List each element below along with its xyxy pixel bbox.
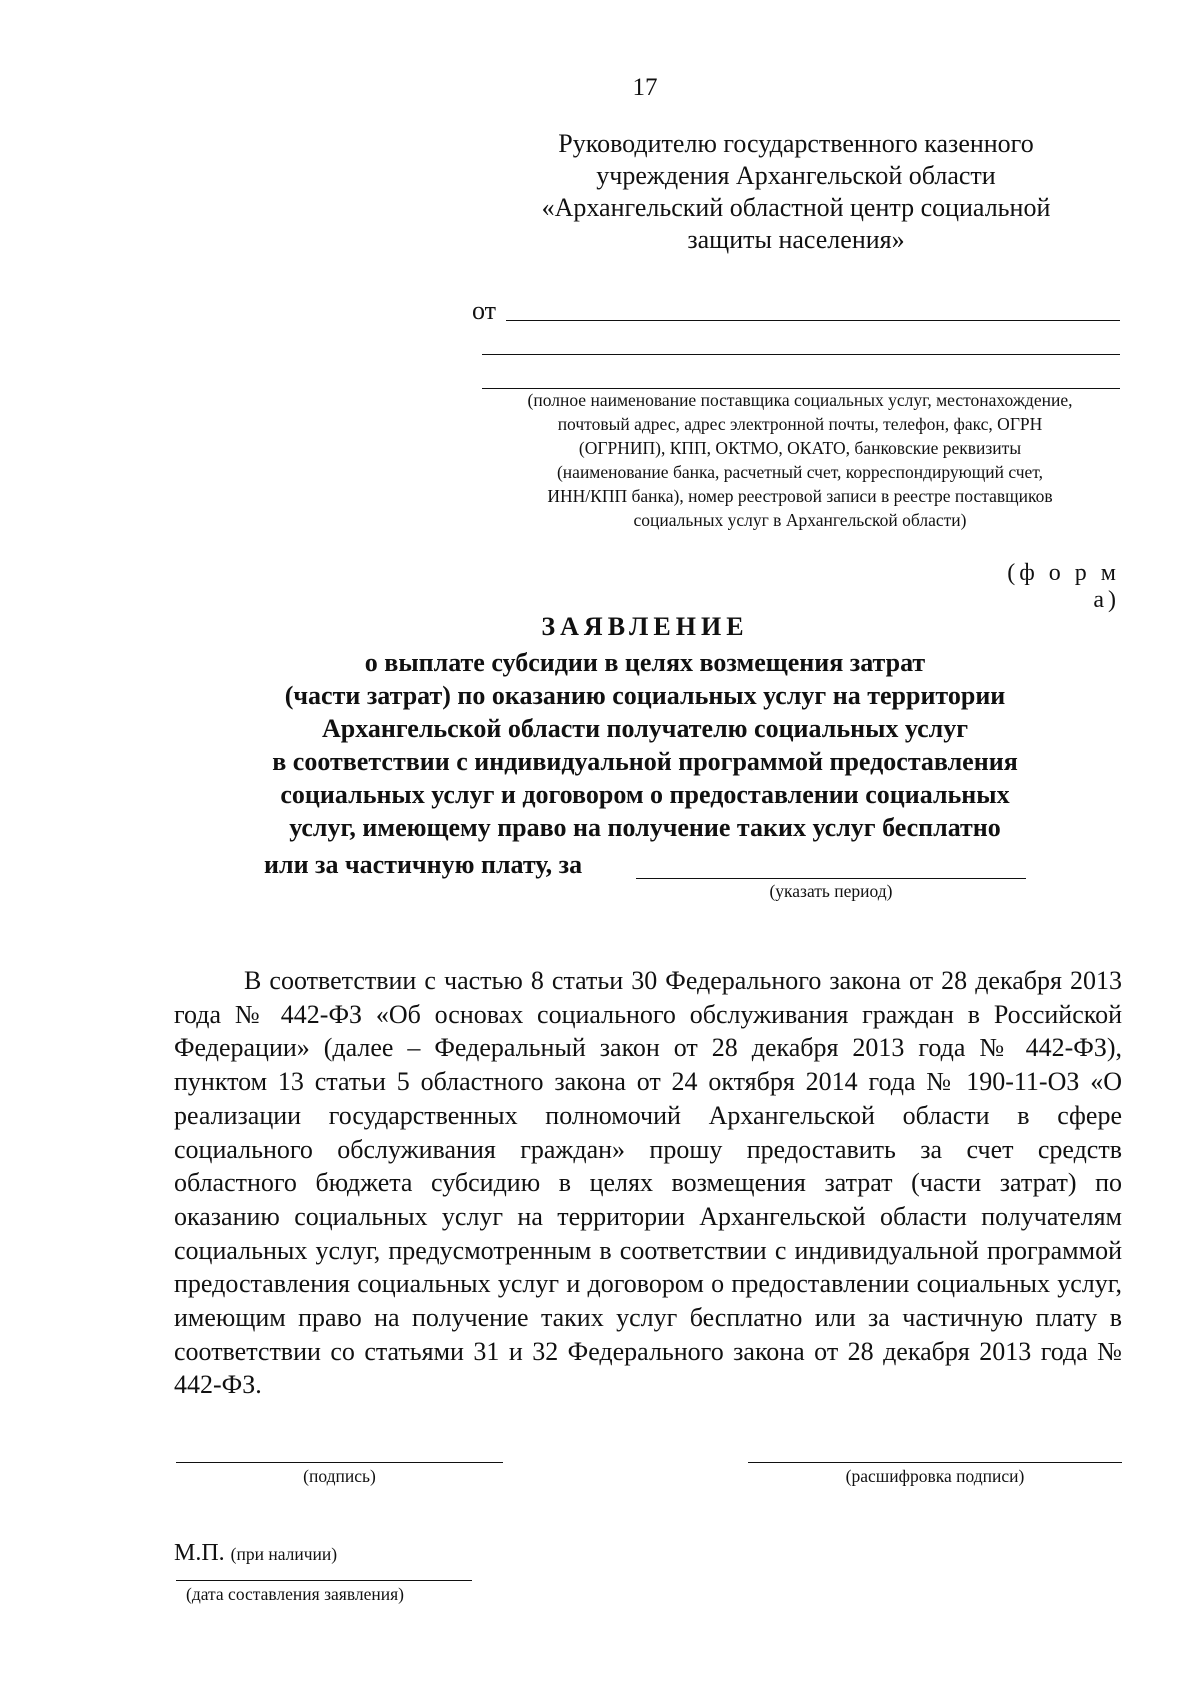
from-label: от bbox=[472, 296, 497, 325]
period-hint: (указать период) bbox=[769, 881, 893, 901]
from-fill-line[interactable] bbox=[506, 320, 1120, 321]
from-fill-line[interactable] bbox=[482, 354, 1120, 355]
subtitle-line: о выплате субсидии в целях возмещения затрат bbox=[364, 648, 926, 677]
supplier-hint-line: (полное наименование поставщика социальных услуг, местонахождение, bbox=[527, 390, 1073, 410]
supplier-hint-line: почтовый адрес, адрес электронной почты, телефон, факс, ОГРН bbox=[557, 414, 1043, 434]
form-mark: (ф о р м а) bbox=[1007, 560, 1120, 613]
addressee-line: «Архангельский областной центр социальной bbox=[541, 193, 1051, 222]
signature-fill-line[interactable] bbox=[176, 1462, 503, 1463]
subtitle-last-line: или за частичную плату, за bbox=[264, 850, 583, 879]
addressee-line: защиты населения» bbox=[687, 225, 905, 254]
document-subtitle bbox=[176, 646, 1114, 844]
stamp-label: М.П. bbox=[174, 1540, 225, 1566]
stamp-block bbox=[174, 1540, 337, 1567]
supplier-hint-line: ИНН/КПП банка), номер реестровой записи в реестре поставщиков bbox=[547, 486, 1053, 506]
addressee-block bbox=[480, 128, 1112, 256]
date-hint: (дата составления заявления) bbox=[186, 1584, 404, 1604]
subtitle-line: в соответствии с индивидуальной программой предоставления bbox=[272, 747, 1018, 776]
date-fill-line[interactable] bbox=[176, 1580, 472, 1581]
signature-decode-fill-line[interactable] bbox=[748, 1462, 1122, 1463]
supplier-hint bbox=[472, 388, 1128, 532]
supplier-hint-line: (ОГРНИП), КПП, ОКТМО, ОКАТО, банковские реквизиты bbox=[578, 438, 1022, 458]
signature-hint: (подпись) bbox=[303, 1466, 376, 1486]
period-fill-line[interactable] bbox=[636, 878, 1026, 879]
body-paragraph: В соответствии с частью 8 статьи 30 Федерального закона от 28 декабря 2013 года № 442-ФЗ «Об основах социального обслуживания граждан в Российской Федерации» (далее – Федеральный закон от 28 декабря 2013 года № 442-ФЗ), пунктом 13 статьи 5 областного закона от 24 октября 2014 года № 190-11-ОЗ «О реализации государственных полномочий Архангельской области в сфере социального обслуживания граждан» прошу предоставить за счет средств областного бюджета субсидию в целях возмещения затрат (части затрат) по оказанию социальных услуг на территории Архангельской области получателям социальных услуг, предусмотренным в соответствии с индивидуальной программой предоставления социальных услуг и договором о предоставлении социальных услуг, имеющим право на получение таких услуг бесплатно или за частичную плату в соответствии со статьями 31 и 32 Федерального закона от 28 декабря 2013 года № 442-ФЗ. bbox=[174, 966, 1122, 1400]
supplier-hint-line: социальных услуг в Архангельской области) bbox=[633, 510, 967, 530]
addressee-line: Руководителю государственного казенного bbox=[558, 129, 1034, 158]
subtitle-line: услуг, имеющему право на получение таких услуг бесплатно bbox=[289, 813, 1001, 842]
subtitle-line: социальных услуг и договором о предоставлении социальных bbox=[280, 780, 1010, 809]
subtitle-line: Архангельской области получателю социальных услуг bbox=[321, 714, 969, 743]
subtitle-line: (части затрат) по оказанию социальных услуг на территории bbox=[284, 681, 1006, 710]
addressee-line: учреждения Архангельской области bbox=[596, 161, 996, 190]
document-title: ЗАЯВЛЕНИЕ bbox=[541, 612, 749, 641]
page-number: 17 bbox=[632, 74, 658, 101]
supplier-hint-line: (наименование банка, расчетный счет, корреспондирующий счет, bbox=[556, 462, 1044, 482]
signature-decode-hint: (расшифровка подписи) bbox=[845, 1466, 1025, 1486]
stamp-hint: (при наличии) bbox=[230, 1544, 338, 1564]
